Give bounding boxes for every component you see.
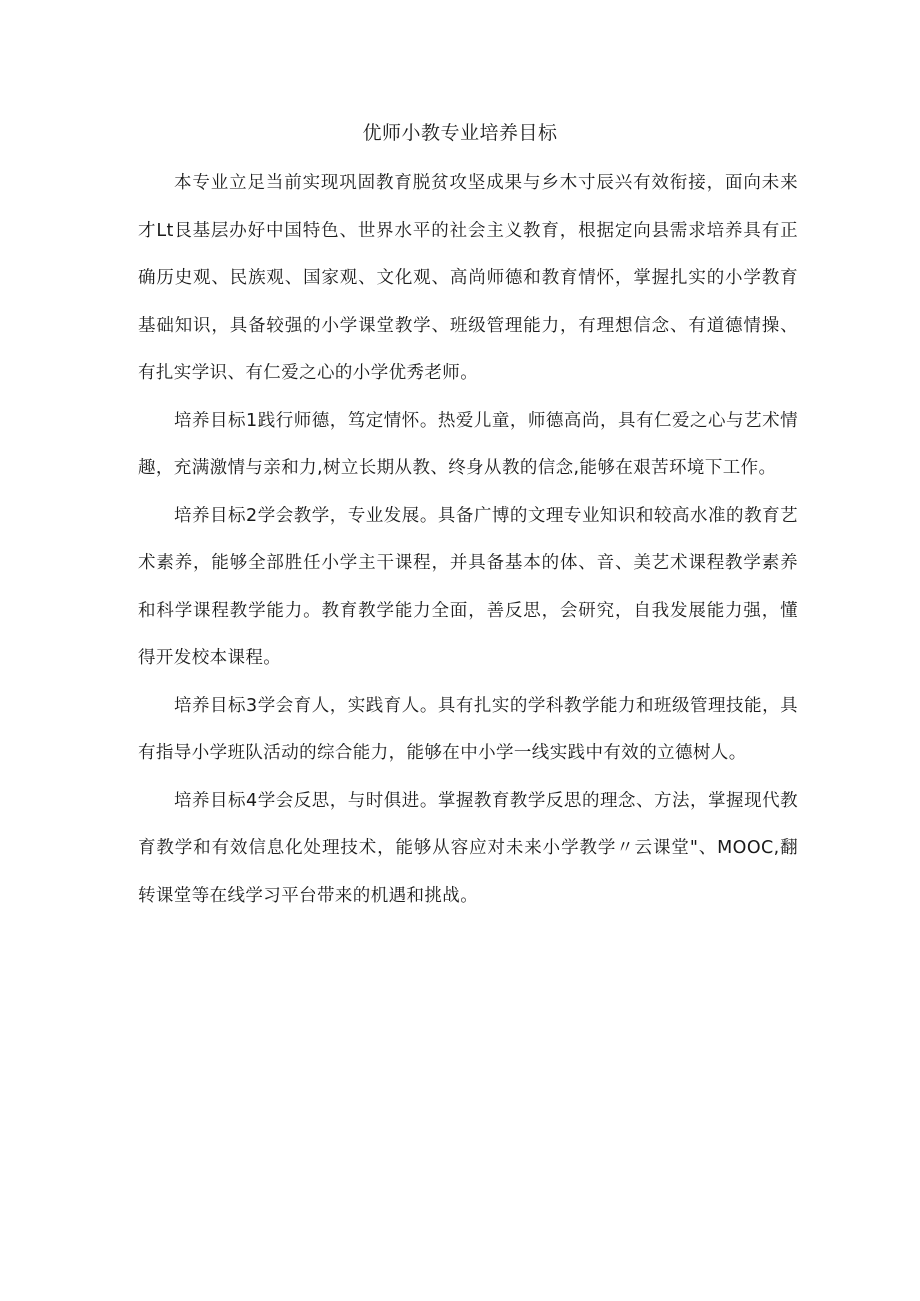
objective-3-paragraph: 培养目标3学会育人，实践育人。具有扎实的学科教学能力和班级管理技能，具有指导小学班队活动的综合能力，能够在中小学一线实践中有效的立德树人。: [138, 695, 798, 763]
objective-4-paragraph: 培养目标4学会反思，与时俱进。掌握教育教学反思的理念、方法，掌握现代教育教学和有效信息化处理技术，能够从容应对未来小学教学〃云课堂"、MOOC,翻转课堂等在线学习平台带来的机遇和挑战。: [138, 790, 798, 906]
intro-paragraph: 本专业立足当前实现巩固教育脱贫攻坚成果与乡木寸辰兴有效衔接，面向未来才Lt艮基层办好中国特色、世界水平的社会主义教育，根据定向县需求培养具有正确历史观、民族观、国家观、文化观、高尚师德和教育情怀，掌握扎实的小学教育基础知识，具备较强的小学课堂教学、班级管理能力，有理想信念、有道德情操、有扎实学识、有仁爱之心的小学优秀老师。: [138, 173, 798, 383]
objective-2-paragraph: 培养目标2学会教学，专业发展。具备广博的文理专业知识和较高水准的教育艺术素养，能够全部胜任小学主干课程，并具备基本的体、音、美艺术课程教学素养和科学课程教学能力。教育教学能力全面，善反思，会研究，自我发展能力强，懂得开发校本课程。: [138, 505, 798, 668]
objective-1-paragraph: 培养目标1践行师德，笃定情怀。热爱儿童，师德高尚，具有仁爱之心与艺术情趣，充满激情与亲和力,树立长期从教、终身从教的信念,能够在艰苦环境下工作。: [138, 410, 798, 478]
document-body: [138, 160, 798, 920]
document-title: 优师小教专业培养目标: [362, 122, 558, 144]
